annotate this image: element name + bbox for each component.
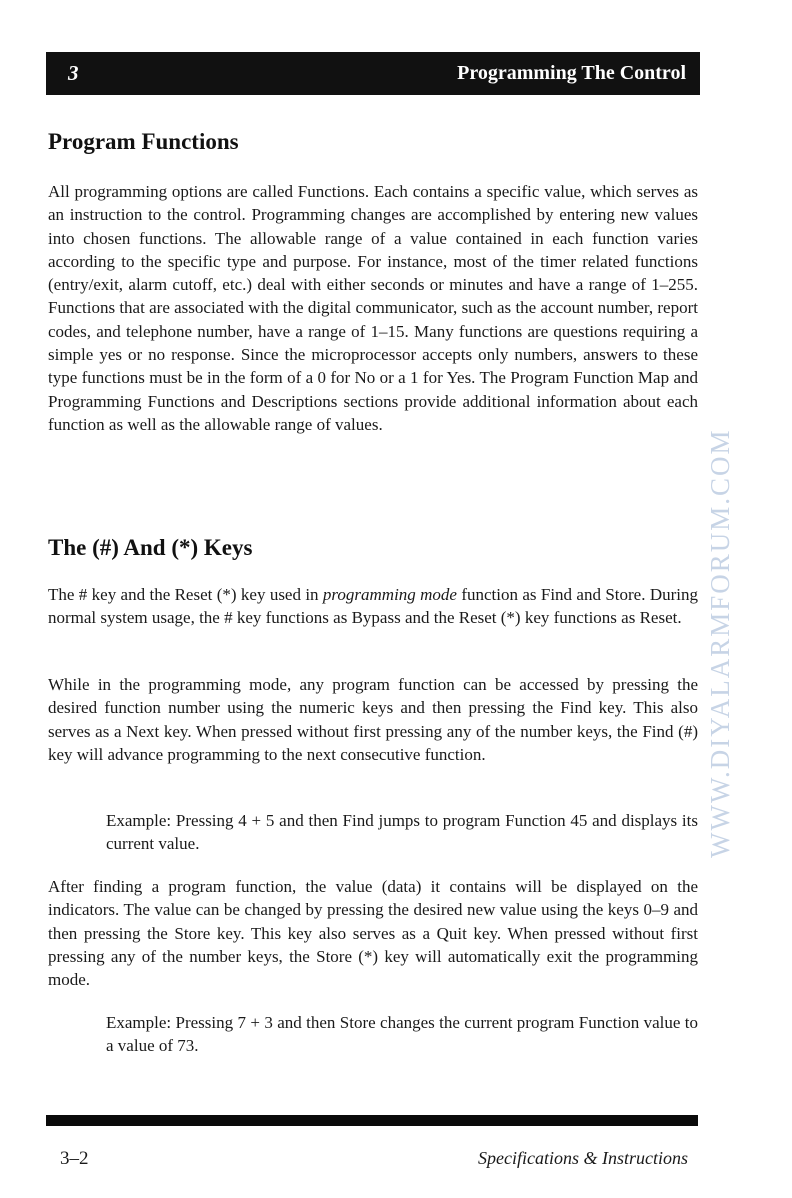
chapter-title: Programming The Control: [457, 62, 686, 84]
program-functions-body: All programming options are called Functions. Each contains a specific value, which serves as an instruction to the control. Programming changes are accomplished by entering new values into chosen functions. The allowable range of a value contained in each function varies according to the specific type and purpose. For instance, most of the timer related functions (entry/exit, alarm cutoff, etc.) deal with either seconds or minutes and have a range of 1–255. Functions that are associated with the digital communicator, such as the account number, report codes, and telephone number, have a range of 1–15. Many functions are questions requiring a simple yes or no response. Since the microprocessor accepts only numbers, answers to these type functions must be in the form of a 0 for No or a 1 for Yes. The Program Function Map and Programming Functions and Descriptions sections provide additional information about each function as well as the allowable range of values.: [48, 182, 698, 434]
chapter-header-bar: [46, 52, 700, 95]
example-find: Example: Pressing 4 + 5 and then Find jumps to program Function 45 and displays its current value.: [106, 811, 698, 854]
watermark-text: WWW.DIYALARMFORUM.COM: [705, 428, 735, 858]
keys-heading: The (#) And (*) Keys: [48, 535, 253, 560]
keys-paragraph-1: [48, 583, 698, 630]
footer-rule: [46, 1115, 698, 1126]
program-functions-heading: Program Functions: [48, 129, 239, 154]
keys-p1-text-start: The # key and the Reset (*) key used in: [48, 585, 323, 604]
footer-doc-title: Specifications & Instructions: [478, 1148, 688, 1168]
chapter-number: 3: [68, 61, 79, 85]
keys-paragraph-2: While in the programming mode, any program function can be accessed by pressing the desired function number using the numeric keys and then pressing the Find key. This also serves as a Next key. When pressed without first pressing any of the number keys, the Find (#) key will advance programming to the next consecutive function.: [48, 675, 698, 764]
programming-mode-italic: programming mode: [322, 585, 457, 604]
example-store: Example: Pressing 7 + 3 and then Store changes the current program Function value to a value of 73.: [106, 1013, 698, 1056]
page-number: 3–2: [60, 1148, 89, 1169]
keys-paragraph-3: After finding a program function, the value (data) it contains will be displayed on the indicators. The value can be changed by pressing the desired new value using the keys 0–9 and then pressing the Store key. This key also serves as a Quit key. When pressed without first pressing any of the number keys, the Store (*) key will automatically exit the programming mode.: [48, 877, 698, 990]
keys-p1-text-end: function as Find and Store. During normal system usage, the # key functions as Bypass and the Reset (*) key functions as Reset.: [48, 585, 698, 628]
